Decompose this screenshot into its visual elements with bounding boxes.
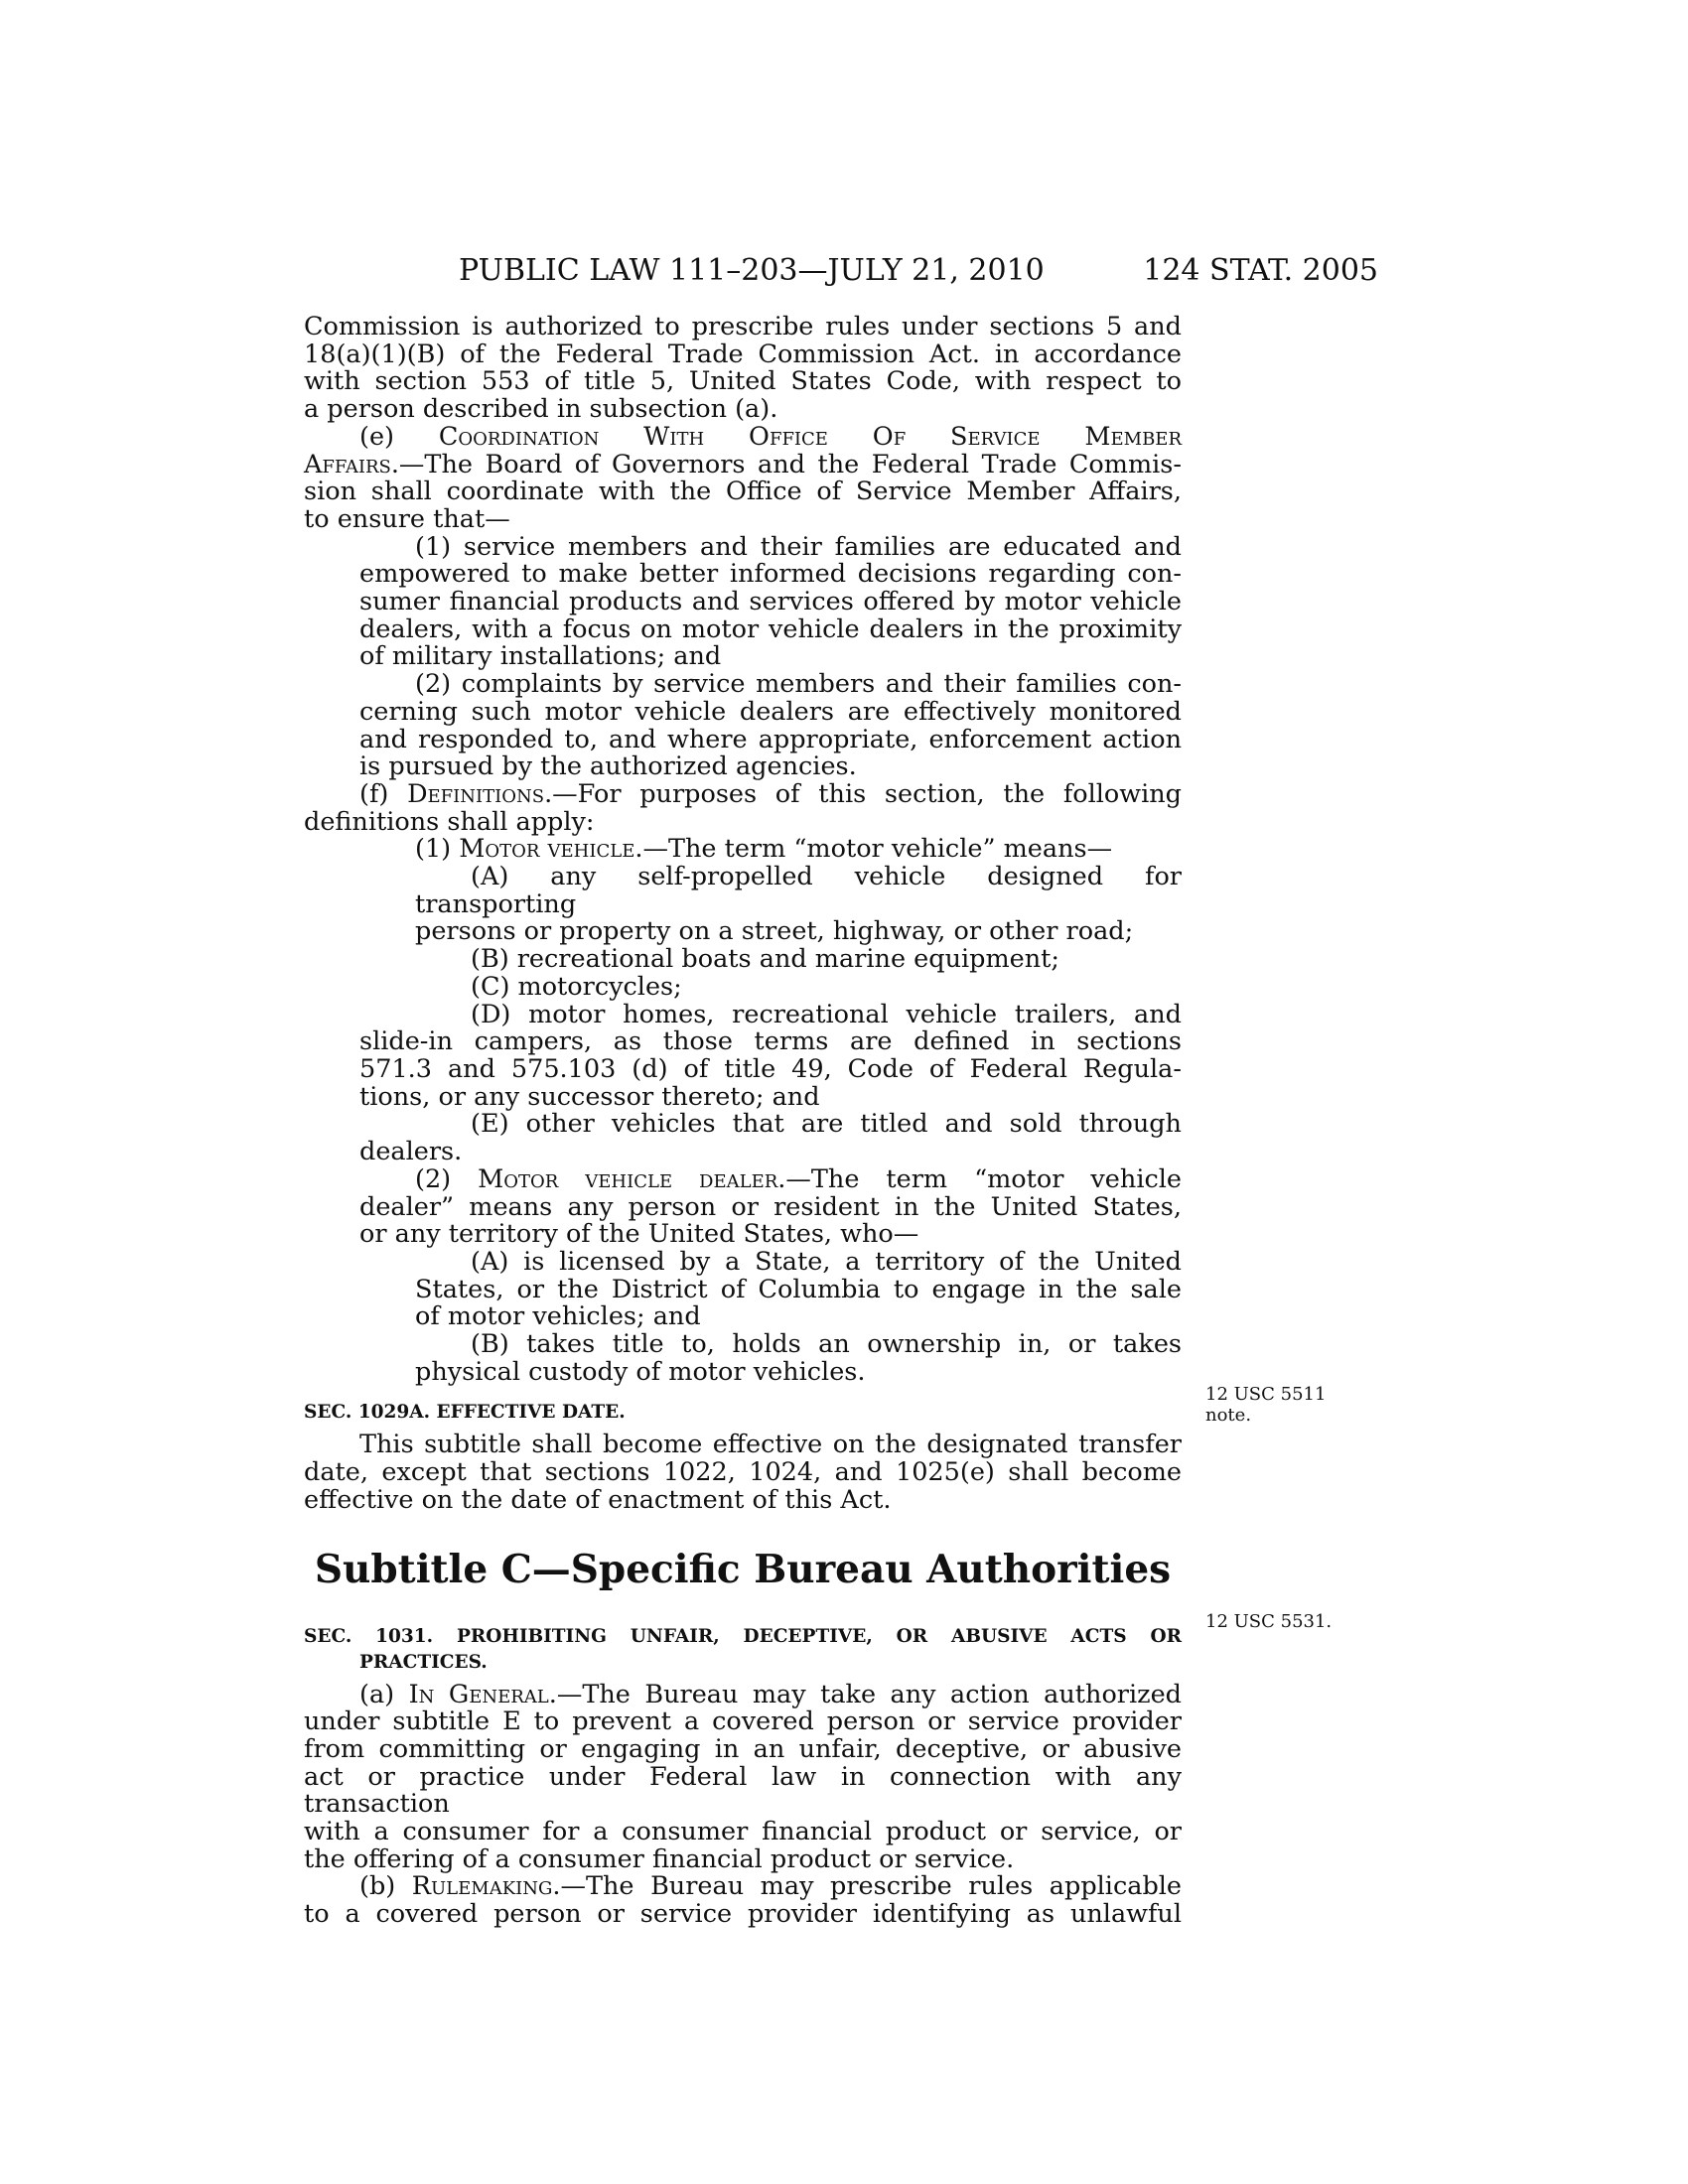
text-line: a person described in subsection (a). bbox=[304, 394, 778, 425]
subsection-b-heading: (b) Rulemaking.—The Bureau may prescribe rules applicable bbox=[359, 1871, 1183, 1902]
text-line: dealers, with a focus on motor vehicle dealers in the proximity bbox=[359, 614, 1182, 644]
text-line: dealer” means any person or resident in the United States, bbox=[359, 1191, 1182, 1222]
paragraph-f1-heading: (1) Motor vehicle.—The term “motor vehicle” means— bbox=[415, 834, 1113, 865]
text-line: dealers. bbox=[359, 1137, 463, 1167]
section-1031-heading-cont: PRACTICES. bbox=[359, 1651, 488, 1673]
page-number-stat: 124 STAT. 2005 bbox=[1143, 253, 1378, 288]
text-line: definitions shall apply: bbox=[304, 806, 595, 837]
text-line: the offering of a consumer financial product or service. bbox=[304, 1843, 1015, 1874]
text-line: (1) service members and their families are educated and bbox=[415, 531, 1182, 562]
text-line: effective on the date of enactment of this Act. bbox=[304, 1484, 892, 1515]
text-line: States, or the District of Columbia to engage in the sale bbox=[415, 1274, 1182, 1304]
text-line: (B) takes title to, holds an ownership in, or takes bbox=[471, 1329, 1182, 1360]
text-line: (D) motor homes, recreational vehicle trailers, and bbox=[471, 999, 1182, 1029]
text-line: sion shall coordinate with the Office of Service Member Affairs, bbox=[304, 477, 1182, 507]
subsection-f-heading: (f) Definitions.—For purposes of this section, the following bbox=[359, 778, 1182, 809]
text-line: cerning such motor vehicle dealers are effectively monitored bbox=[359, 696, 1182, 727]
paragraph-f2-heading: (2) Motor vehicle dealer.—The term “motor vehicle bbox=[415, 1163, 1183, 1194]
margin-note-12-usc-5531: 12 USC 5531. bbox=[1205, 1611, 1333, 1632]
text-line: to a covered person or service provider identifying as unlawful bbox=[304, 1899, 1182, 1930]
text-line: date, except that sections 1022, 1024, and 1025(e) shall become bbox=[304, 1457, 1182, 1488]
text-line: of motor vehicles; and bbox=[415, 1301, 701, 1332]
text-line: persons or property on a street, highway, or other road; bbox=[415, 916, 1134, 947]
page-header bbox=[0, 251, 1688, 291]
subtitle-heading: Subtitle C—Specific Bureau Authorities bbox=[314, 1546, 1172, 1592]
text-line: from committing or engaging in an unfair, deceptive, or abusive bbox=[304, 1733, 1182, 1764]
text-line: 571.3 and 575.103 (d) of title 49, Code of Federal Regula- bbox=[359, 1053, 1182, 1084]
text-line: (2) complaints by service members and their families con- bbox=[415, 669, 1182, 700]
text-line: act or practice under Federal law in connection with any transaction bbox=[304, 1761, 1182, 1820]
text-line: is pursued by the authorized agencies. bbox=[359, 751, 857, 782]
main-text bbox=[304, 314, 1182, 1929]
text-line: This subtitle shall become effective on the designated transfer bbox=[359, 1430, 1182, 1460]
text-line: 18(a)(1)(B) of the Federal Trade Commission Act. in accordance bbox=[304, 339, 1182, 369]
text-line: sumer financial products and services offered by motor vehicle bbox=[359, 587, 1182, 617]
subsection-a-heading: (a) In General.—The Bureau may take any action authorized bbox=[359, 1679, 1183, 1709]
text-line: of military installations; and bbox=[359, 641, 722, 672]
text-line: and responded to, and where appropriate, enforcement action bbox=[359, 724, 1182, 754]
text-line: with a consumer for a consumer financial product or service, or bbox=[304, 1817, 1182, 1847]
running-head-title: PUBLIC LAW 111–203—JULY 21, 2010 bbox=[459, 253, 1045, 288]
margin-note-12-usc-5511: 12 USC 5511 note. bbox=[1205, 1384, 1327, 1426]
text-line: or any territory of the United States, who— bbox=[359, 1219, 919, 1250]
text-line: (A) any self-propelled vehicle designed for transporting bbox=[415, 862, 1182, 919]
text-line: Commission is authorized to prescribe rules under sections 5 and bbox=[304, 312, 1182, 341]
text-line: slide-in campers, as those terms are defined in sections bbox=[359, 1026, 1182, 1057]
text-line: (E) other vehicles that are titled and sold through bbox=[471, 1109, 1182, 1140]
text-line: under subtitle E to prevent a covered person or service provider bbox=[304, 1706, 1182, 1737]
subsection-e-heading: (e) Coordination With Office Of Service Member bbox=[359, 421, 1182, 452]
text-line: Affairs.—The Board of Governors and the Federal Trade Commis- bbox=[304, 449, 1182, 479]
section-1029a-heading: SEC. 1029A. EFFECTIVE DATE. bbox=[304, 1402, 626, 1424]
text-line: (C) motorcycles; bbox=[471, 971, 682, 1002]
text-line: (A) is licensed by a State, a territory of the United bbox=[471, 1246, 1182, 1277]
text-line: to ensure that— bbox=[304, 503, 510, 534]
text-line: tions, or any successor thereto; and bbox=[359, 1081, 820, 1112]
text-line: empowered to make better informed decisions regarding con- bbox=[359, 559, 1182, 590]
text-line: with section 553 of title 5, United States Code, with respect to bbox=[304, 366, 1182, 397]
text-line: physical custody of motor vehicles. bbox=[415, 1356, 866, 1387]
text-line: (B) recreational boats and marine equipment; bbox=[471, 944, 1059, 975]
section-1031-heading: SEC. 1031. PROHIBITING UNFAIR, DECEPTIVE, OR ABUSIVE ACTS OR bbox=[304, 1625, 1182, 1647]
